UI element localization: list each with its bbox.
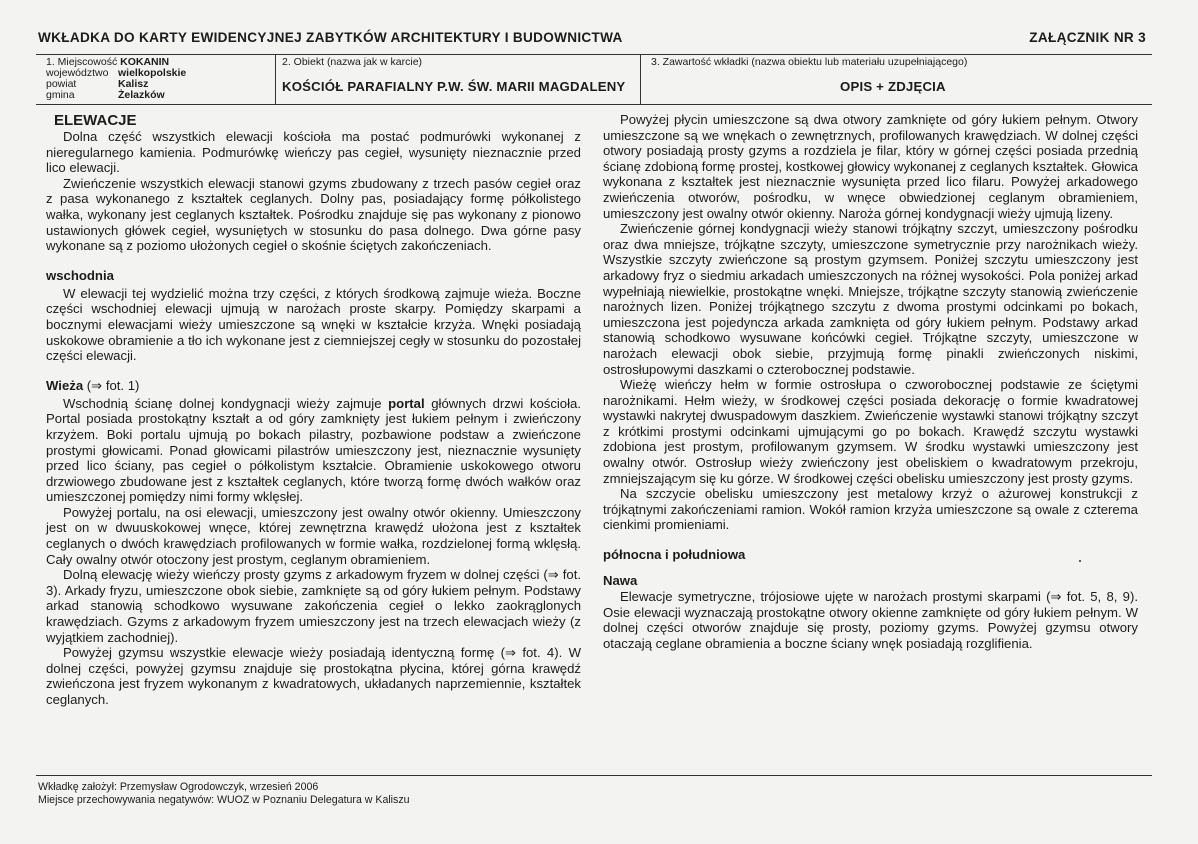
document-title: WKŁADKA DO KARTY EWIDENCYJNEJ ZABYTKÓW ARCHITEKTURY I BUDOWNICTWA — [38, 29, 623, 45]
tower-heading: Wieża — [46, 377, 84, 393]
object-label: 2. Obiekt (nazwa jak w karcie) — [282, 56, 423, 68]
contents-value: OPIS + ZDJĘCIA — [840, 79, 946, 94]
paragraph: Powyżej gzymsu wszystkie elewacje wieży posiadają identyczną formę (⇒ fot. 4). W dolnej części, powyżej gzymsu znajduje się prostokątna płycina, której górna krawędź zwieńczona jest fryzem wykonanym z kwadratowych, układanych naprzemiennie, kształtek ceglanych. — [46, 645, 581, 707]
section-heading-elewacje: ELEWACJE — [54, 112, 137, 129]
table-divider-2 — [640, 54, 641, 104]
commune-value: Żelazków — [118, 89, 165, 101]
right-column — [603, 112, 1138, 651]
paragraph: Wieżę wieńczy hełm w formie ostrosłupa o czworobocznej podstawie ze ściętymi narożnikami. Hełm wieży, w środkowej części posiada dekorację o formie kwadratowej wystawki nakrytej dwuspadowym daszkiem. Zwieńczenie wystawki stanowi trójkątny szczyt z krótkimi prostymi odcinkami ujmującymi go po bokach. Krawędź szczytu wystawki zdobiona jest prostym, profilowanym gzymsem. W środku wystawki umieszczony jest owalny otwór. Ostrosłup wieży zwieńczony jest obeliskiem o kwadratowym przekroju, zmniejszającym się ku górze. W środkowej części obelisku umieszczony jest prosty gzyms. — [603, 377, 1138, 486]
table-top-rule — [36, 54, 1152, 55]
spacer — [603, 563, 1138, 573]
paragraph: Zwieńczenie górnej kondygnacji wieży stanowi trójkątny szczyt, umieszczony pośrodku oraz dwa mniejsze, trójkątne szczyty, umieszczone symetrycznie przy narożnikach wieży. Wszystkie szczyty zwieńczone są prostym gzymsem. Poniżej szczytu umieszczony jest arkadowy fryz o siedmiu arkadach umieszczonych na różnej wysokości. Pola poniżej arkad wypełniają niewielkie, prostokątne wnęki. Mniejsze, trójkątne szczyty stanowią zwieńczenie narożnych lizen. Poniżej trójkątnego szczytu z dwoma prostymi odcinkami po bokach, umieszczona jest pojedyncza arkada zamknięta od góry łukiem pełnym. Podstawy arkad stanowią schodkowo wysuwane końcówki cegieł. Trójkątne szczyty, umieszczone w narożach elewacji obok siebie, przyjmują formę pinakli zwieńczonych niskimi, ostrosłupowymi daszkami o czterobocznej podstawie. — [603, 221, 1138, 377]
contents-label: 3. Zawartość wkładki (nazwa obiektu lub materiału uzupełniającego) — [651, 56, 968, 68]
paragraph: Powyżej portalu, na osi elewacji, umieszczony jest owalny otwór okienny. Umieszczony jest on w dwuuskokowej wnęce, której zewnętrzna krawędź ułożona jest z kształtek ceglanych o dwóch krawędziach profilowanych w formie wałka, rozdzielonej formą wklęsłą. Cały owalny otwór otoczony jest prostym, ceglanym obramieniem. — [46, 504, 581, 567]
document-header — [38, 26, 1146, 48]
object-name: KOŚCIÓŁ PARAFIALNY P.W. ŚW. MARII MAGDALENY — [282, 79, 626, 94]
location-cell — [46, 57, 271, 101]
spacer — [603, 533, 1138, 547]
voivodeship-label: województwo — [46, 67, 109, 79]
footer-author: Wkładkę założył: Przemysław Ogrodowczyk, wrzesień 2006 — [38, 781, 319, 793]
spacer — [46, 254, 581, 268]
table-bottom-rule — [36, 104, 1152, 105]
subheading-tower — [46, 378, 581, 394]
scan-speck — [1079, 560, 1081, 562]
paragraph: Powyżej płycin umieszczone są dwa otwory zamknięte od góry łukiem pełnym. Otwory umieszczone są we wnękach o zewnętrznych, profilowanych krawędziach. W dolnej części otwory posiadają prosty gzyms a rozdziela je filar, który w górnej części posiada przednią ścianę zdobioną formę prostej, kostkowej głowicy wykonanej z ceglanych kształtek. Głowica wykonana z kształtek jest nieznacznie wysunięta przed lico filaru. Powyżej arkadowego zwieńczenia otworów, pośrodku, w wnęce obwiedzionej ceglanym obramieniem, umieszczony jest owalny otwór okienny. Naroża górnej kondygnacji wieży ujmują lizeny. — [603, 112, 1138, 221]
paragraph: W elewacji tej wydzielić można trzy części, z których środkową zajmuje wieża. Boczne części wschodniej elewacji ujmują w narożach proste skarpy. Pomiędzy skarpami a bocznymi elewacjami wieży umieszczone są wnęki w kształcie krzyża. Wnęki posiadają uskokowe obramienie a tło ich wykonane jest z ciemniejszej cegły w stosunku do pozostałej części elewacji. — [46, 285, 581, 364]
county-value: Kalisz — [118, 78, 149, 90]
table-divider-1 — [275, 54, 276, 104]
voivodeship-value: wielkopolskie — [118, 67, 187, 79]
paragraph: Dolną elewację wieży wieńczy prosty gzyms z arkadowym fryzem w dolnej części (⇒ fot. 3). Arkady fryzu, umieszczone obok siebie, zamknięte są od góry łukiem pełnym. Podstawy arkad stanowią schodkowo wysuwane zakończenia cegieł o lekko zaokrąglonych krawędziach. Gzyms z arkadowym fryzem umieszczony jest na trzech elewacjach wieży (z wyjątkiem zachodniej). — [46, 567, 581, 645]
paragraph: Elewacje symetryczne, trójosiowe ujęte w narożach prostymi skarpami (⇒ fot. 5, 8, 9). Osie elewacji wyznaczają prostokątne otwory okienne zamknięte od góry łukiem pełnym. W dolnej części otworów znajduje się prosty, poziomy gzyms. Powyżej gzymsu otwory otaczają ceglane obramienia a boczne ściany wnęk posiadają rozglifienia. — [603, 589, 1138, 651]
commune-label: gmina — [46, 89, 75, 101]
portal-keyword: portal — [388, 395, 425, 411]
paragraph-part: głównych drzwi kościoła. Portal posiada prostokątny kształt a od góry zamknięty jest łukiem pełnym i zwieńczony krzyżem. Boki portalu ujmują po bokach pilastry, pozbawione podstaw a zwieńczone prostymi głowicami. Ponad głowicami pilastrów umieszczony jest, nieznacznie wysunięty przed lico ściany, pas cegieł o półkolistym kształcie. Obramienie uskokowego otworu drzwiowego zbudowane jest z kształtek ceglanych, które tworzą formę dwóch wałków oraz umieszczonej pomiędzy nimi formy wklęsłej. — [46, 395, 581, 505]
location-label: 1. Miejscowość — [46, 56, 118, 68]
paragraph: Dolna część wszystkich elewacji kościoła ma postać podmurówki wykonanej z nieregularnego kamienia. Podmurówkę wieńczy pas cegieł, wysunięty nieznacznie przed lico elewacji. — [46, 129, 581, 176]
subheading-north-south: północna i południowa — [603, 547, 746, 563]
subheading-east: wschodnia — [46, 267, 114, 283]
left-column — [46, 112, 581, 708]
tower-photo-ref: (⇒ fot. 1) — [86, 377, 140, 393]
paragraph: Na szczycie obelisku umieszczony jest metalowy krzyż o ażurowej konstrukcji z trójkątnymi zakończeniami ramion. Wokół ramion krzyża umieszczone są owale z czterema cienkimi promieniami. — [603, 486, 1138, 533]
footer-rule — [36, 775, 1152, 776]
county-label: powiat — [46, 78, 77, 90]
subheading-nave: Nawa — [603, 573, 638, 589]
paragraph-part: Wschodnią ścianę dolnej kondygnacji wieży zajmuje — [63, 395, 382, 411]
location-value: KOKANIN — [120, 56, 170, 68]
paragraph: Zwieńczenie wszystkich elewacji stanowi gzyms zbudowany z trzech pasów cegieł oraz z pasa wykonanego z kształtek ceglanych. Dolny pas, posiadający formę półkolistego wałka, wykonany jest ceglanych kształtek. Pośrodku znajduje się pas wykonany z pionowo ustawionych główek cegieł, wysuniętych w stosunku do pasa dolnego. Dwa górne pasy wykonane są z poziomo ułożonych cegieł o skośnie ściętych zakończeniach. — [46, 175, 581, 254]
spacer — [46, 364, 581, 378]
attachment-label: ZAŁĄCZNIK NR 3 — [1029, 29, 1146, 45]
footer-storage: Miejsce przechowywania negatywów: WUOZ w Poznaniu Delegatura w Kaliszu — [38, 794, 410, 806]
paragraph — [46, 396, 581, 505]
document-footer — [38, 781, 410, 807]
